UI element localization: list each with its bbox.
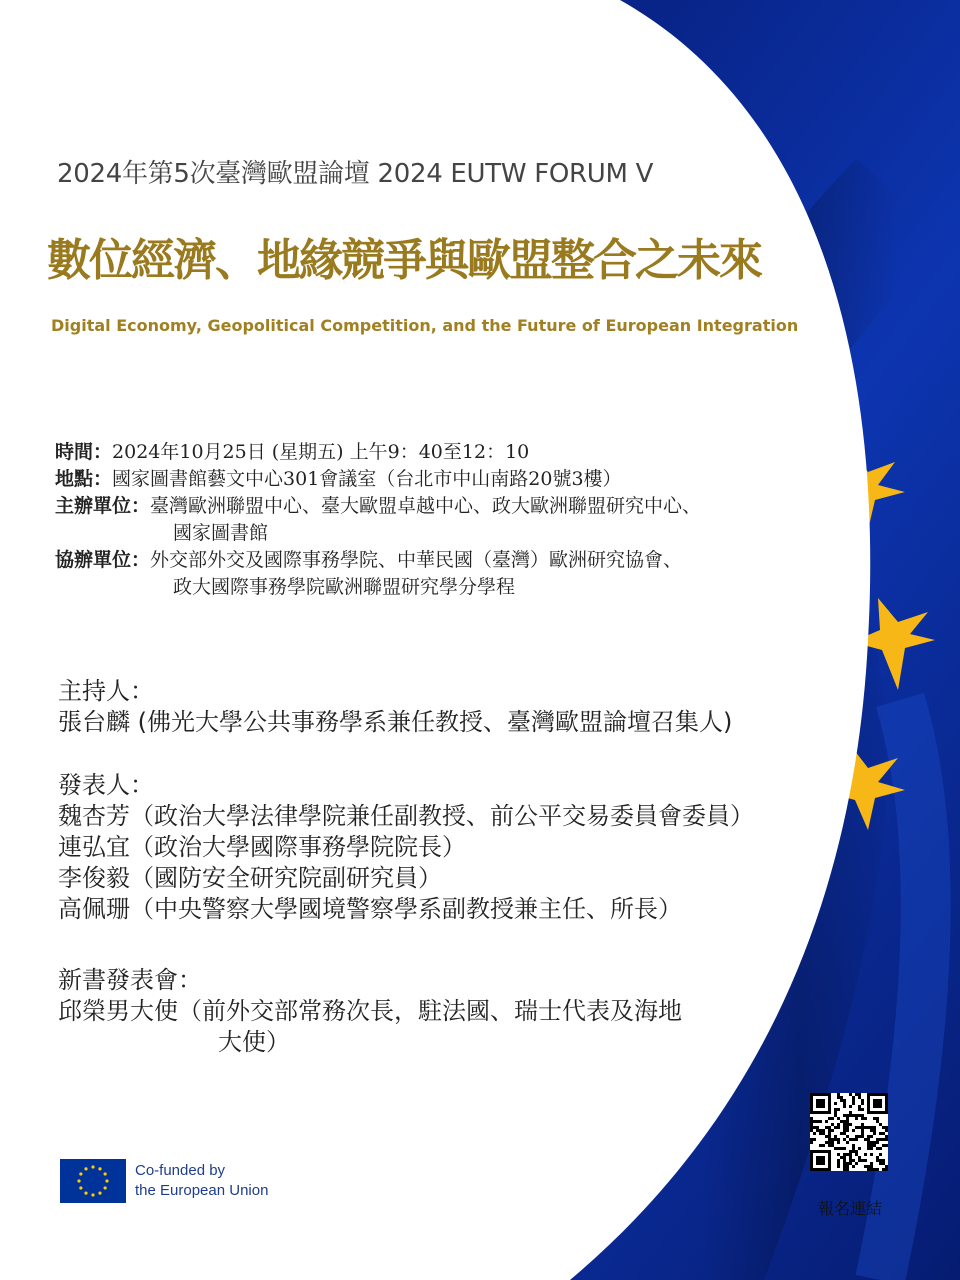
time-row	[55, 439, 701, 466]
moderator-heading: 主持人：	[58, 677, 154, 705]
coorganizer-value: 外交部外交及國際事務學院、中華民國（臺灣）歐洲研究協會、	[150, 549, 683, 571]
registration-link-label[interactable]: 報名連結	[817, 1199, 882, 1218]
eu-text	[135, 1161, 268, 1201]
book-launch-section	[58, 965, 682, 1058]
organizer-row	[55, 493, 701, 520]
moderator-name: 張台麟 (佛光大學公共事務學系兼任教授、臺灣歐盟論壇召集人)	[58, 708, 733, 736]
event-info	[55, 439, 701, 601]
speaker-item: 連弘宜（政治大學國際事務學院院長）	[58, 833, 466, 861]
speakers-heading: 發表人：	[58, 771, 154, 799]
eu-text-line1: Co-funded by	[135, 1162, 226, 1179]
main-title: 數位經濟、地緣競爭與歐盟整合之未來	[47, 235, 761, 286]
organizer-value: 臺灣歐洲聯盟中心、臺大歐盟卓越中心、政大歐洲聯盟研究中心、	[150, 495, 702, 517]
organizer-value-cont: 國家圖書館	[173, 522, 269, 544]
venue-row	[55, 466, 701, 493]
speaker-item: 李俊毅（國防安全研究院副研究員）	[58, 864, 442, 892]
time-value: 2024年10月25日 (星期五) 上午9：40至12：10	[112, 441, 530, 463]
venue-label: 地點：	[55, 468, 113, 490]
venue-value: 國家圖書館藝文中心301會議室（台北市中山南路20號3樓）	[112, 468, 622, 490]
eu-text-line2: the European Union	[135, 1182, 269, 1199]
english-subtitle: Digital Economy, Geopolitical Competition, and the Future of European Integration	[51, 316, 799, 335]
speaker-item: 魏杏芳（政治大學法律學院兼任副教授、前公平交易委員會委員）	[58, 802, 754, 830]
time-label: 時間：	[55, 441, 113, 463]
organizer-label: 主辦單位：	[55, 495, 151, 517]
speakers-section	[58, 770, 754, 925]
moderator-section	[58, 676, 732, 738]
coorganizer-label: 協辦單位：	[55, 549, 151, 571]
eu-cofunded-logo	[60, 1159, 268, 1203]
coorganizer-value-cont: 政大國際事務學院歐洲聯盟研究學分學程	[173, 576, 516, 598]
qr-code[interactable]	[810, 1093, 888, 1171]
coorganizer-row	[55, 547, 701, 574]
eu-flag-icon	[60, 1159, 126, 1203]
event-title: 2024年第5次臺灣歐盟論壇 2024 EUTW FORUM V	[57, 159, 654, 189]
book-launch-speaker: 邱榮男大使（前外交部常務次長，駐法國、瑞士代表及海地	[58, 997, 682, 1025]
book-launch-speaker-cont: 大使）	[218, 1028, 290, 1056]
speaker-item: 高佩珊（中央警察大學國境警察學系副教授兼主任、所長）	[58, 895, 682, 923]
book-launch-heading: 新書發表會：	[58, 966, 202, 994]
